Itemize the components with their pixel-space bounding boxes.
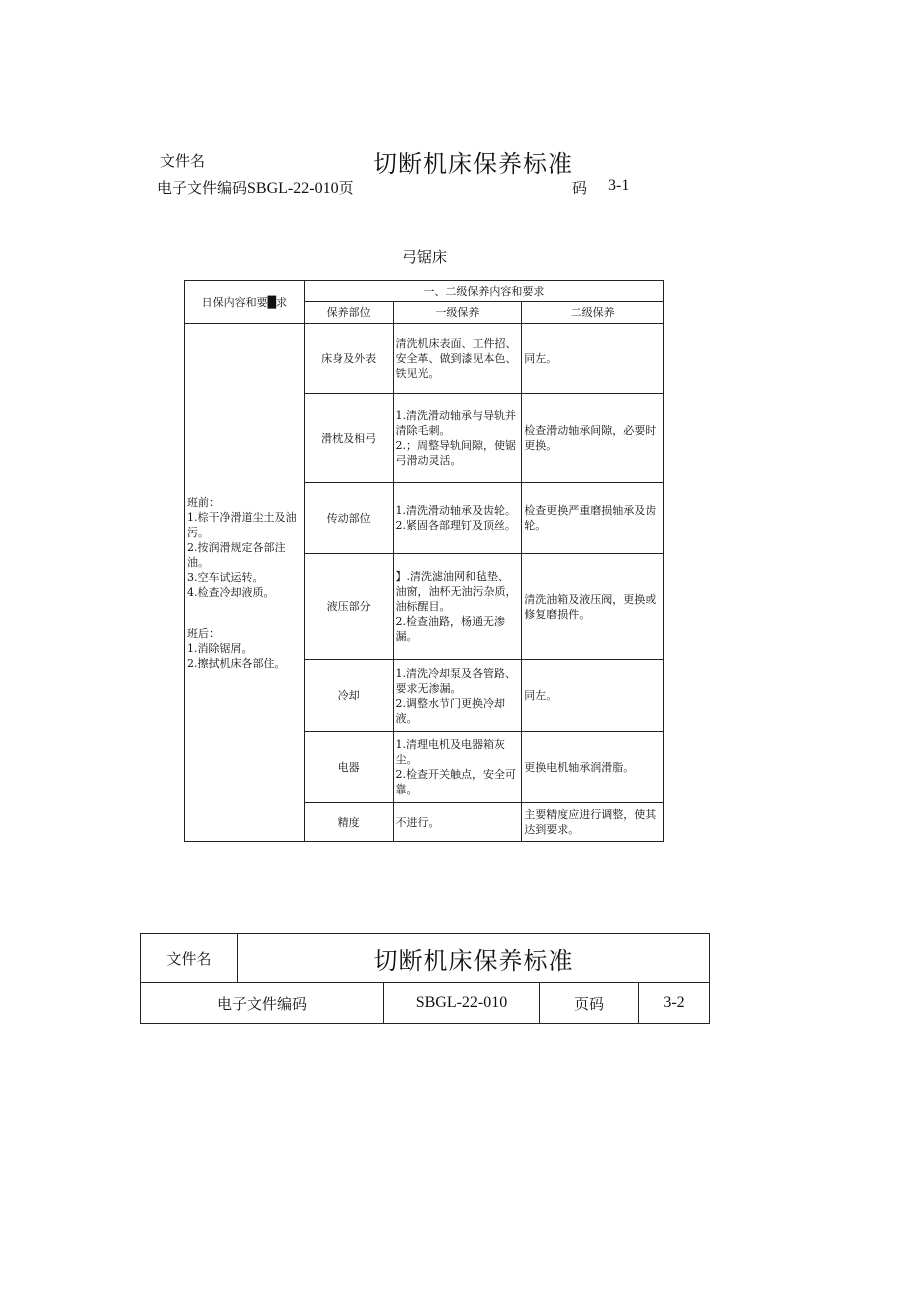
level1-cell: 1.清洗滑动轴承及齿轮。 2.紧固各部理钉及顶丝。 [393,483,522,554]
document-title: 切断机床保养标准 [373,150,573,178]
level1-cell: 不进行。 [393,803,522,842]
daily-line: 3.空车试运转。 [187,570,264,584]
code-value: SBGL-22-010 [247,180,339,197]
level1-cell: 1.清洗冷却泵及各管路、要求无渗漏。 2.调整水节门更换冷却液。 [393,660,522,732]
level1-cell: 1.清洗滑动轴承与导轨并清除毛刺。 2.；周整导轨间隙，使锯弓滑动灵活。 [393,394,522,483]
daily-content [185,324,305,842]
part-cell: 精度 [304,803,393,842]
code-line [157,177,354,198]
daily-line: 4.检查冷却液质。 [187,585,275,599]
part-cell: 床身及外表 [304,324,393,394]
footer-file-label: 文件名 [141,934,238,983]
page-prefix: 页 [338,179,354,197]
daily-line: 1.棕干净滑道尘土及油污。 [187,510,297,539]
level1-cell: 1.清理电机及电器箱灰尘。 2.检查开关触点，安全可靠。 [393,732,522,803]
col-level2-header: 二级保养 [522,302,664,324]
level2-cell: 清洗油箱及液压阀，更换或修复磨损件。 [522,554,664,660]
code-label: 电子文件编码 [157,179,248,197]
maintenance-table [184,280,664,842]
level1-cell: 清洗机床表面、工件招、安全革、做到漆见本色、铁见光。 [393,324,522,394]
daily-line: 班前： [187,495,220,509]
daily-header: 日保内容和要█求 [185,281,305,324]
level2-cell: 同左。 [522,660,664,732]
part-cell: 传动部位 [304,483,393,554]
daily-line: 2.按润滑规定各部注油。 [187,540,286,569]
level2-cell: 检查更换严重磨损轴承及齿轮。 [522,483,664,554]
level2-cell: 同左。 [522,324,664,394]
file-name-label: 文件名 [160,152,206,170]
footer-code-label: 电子文件编码 [141,983,384,1024]
level1-cell: 】.清洗滤油网和毡垫、油窗，油杯无油污杂质，油标醒目。 2.检查油路，杨通无渗漏。 [393,554,522,660]
footer-page-label: 页码 [539,983,638,1024]
footer-code-value: SBGL-22-010 [383,983,539,1024]
level2-cell: 更换电机轴承润滑脂。 [522,732,664,803]
part-cell: 滑枕及相弓 [304,394,393,483]
part-cell: 电器 [304,732,393,803]
table-row [185,324,664,394]
col-level1-header: 一级保养 [393,302,522,324]
level2-cell: 检查滑动轴承间隙，必要时更换。 [522,394,664,483]
daily-line: 1.消除锯屑。 [187,641,253,655]
part-cell: 冷却 [304,660,393,732]
machine-subtitle: 弓锯床 [402,248,448,266]
daily-line: 班后： [187,626,220,640]
level2-header: 一、二级保养内容和要求 [304,281,663,302]
level2-cell: 主要精度应进行调整，使其达到要求。 [522,803,664,842]
footer-page-value: 3-2 [638,983,709,1024]
page-label: 码 [572,179,588,197]
page-value: 3-1 [608,177,630,194]
col-part-header: 保养部位 [304,302,393,324]
next-page-header-table [140,933,710,1024]
daily-line: 2.擦拭机床各部住。 [187,656,286,670]
footer-title: 切断机床保养标准 [238,934,710,983]
part-cell: 液压部分 [304,554,393,660]
